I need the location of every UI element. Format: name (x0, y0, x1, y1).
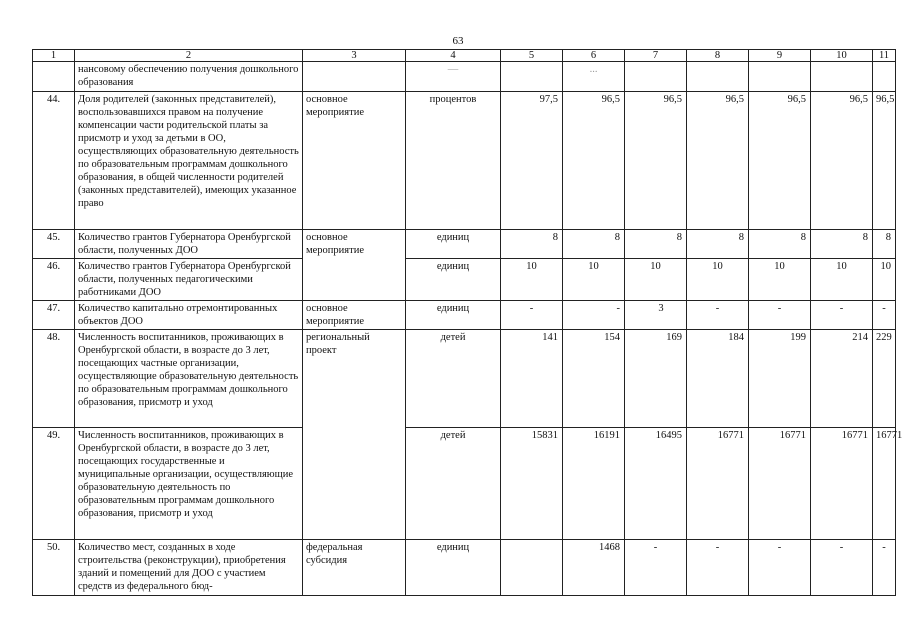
table-row (33, 301, 896, 330)
header-row (33, 50, 896, 62)
unit-cell: детей (406, 330, 501, 428)
table-row (33, 62, 896, 92)
indicators-table (32, 49, 903, 596)
value-cell: 16495 (625, 428, 687, 540)
header-cell: 6 (563, 50, 625, 62)
table-row (33, 428, 896, 540)
value-cell: - (563, 301, 625, 330)
event-type-cell: основное мероприятие (303, 92, 406, 230)
value-cell: 8 (687, 230, 749, 259)
table-row (33, 92, 896, 230)
indicator-name-cell: Количество мест, созданных в ходе строительства (реконструкции), приобретения зданий и помещений для ДОО с участием средств из федерального бюд- (75, 540, 303, 596)
value-cell: - (811, 540, 873, 596)
value-cell: 10 (811, 259, 873, 301)
value-cell: 8 (749, 230, 811, 259)
event-type-cell: основное мероприятие (303, 230, 406, 301)
header-cell: 11 (873, 50, 896, 62)
value-cell: 10 (873, 259, 896, 301)
unit-cell: единиц (406, 230, 501, 259)
value-cell: 1468 (563, 540, 625, 596)
event-type-cell: основное мероприятие (303, 301, 406, 330)
value-cell: 154 (563, 330, 625, 428)
value-cell (501, 62, 563, 92)
value-cell: - (749, 301, 811, 330)
table-row (33, 540, 896, 596)
header-cell: 2 (75, 50, 303, 62)
indicator-name-cell: Количество капитально отремонтированных объектов ДОО (75, 301, 303, 330)
value-cell: - (811, 301, 873, 330)
value-cell (811, 62, 873, 92)
value-cell: 16191 (563, 428, 625, 540)
table-row (33, 259, 896, 301)
value-cell: - (625, 540, 687, 596)
unit-cell: — (406, 62, 501, 92)
value-cell: 96,5 (563, 92, 625, 230)
value-cell: 16771 (873, 428, 896, 540)
value-cell: 10 (563, 259, 625, 301)
header-cell: 8 (687, 50, 749, 62)
value-cell: 8 (811, 230, 873, 259)
value-cell (501, 540, 563, 596)
table-row (33, 330, 896, 428)
indicator-name-cell: Численность воспитанников, проживающих в Оренбургской области, в возрасте до 3 лет, посещающих государственные и муниципальные организации, осуществляющие образовательную деятельность по образовательным программам дошкольного образования, присмотр и уход (75, 428, 303, 540)
value-cell: 15831 (501, 428, 563, 540)
value-cell: 16771 (687, 428, 749, 540)
event-type-cell (303, 62, 406, 92)
row-number-cell: 49. (33, 428, 75, 540)
value-cell: 214 (811, 330, 873, 428)
value-cell: 229 (873, 330, 896, 428)
header-cell: 9 (749, 50, 811, 62)
row-number-cell: 50. (33, 540, 75, 596)
indicator-name-cell: нансовому обеспечению получения дошкольного образования (75, 62, 303, 92)
value-cell: 10 (687, 259, 749, 301)
value-cell: 184 (687, 330, 749, 428)
indicator-name-cell: Количество грантов Губернатора Оренбургской области, полученных педагогическими работниками ДОО (75, 259, 303, 301)
value-cell: 8 (501, 230, 563, 259)
header-cell: 10 (811, 50, 873, 62)
row-number-cell: 44. (33, 92, 75, 230)
value-cell: 96,5 (749, 92, 811, 230)
unit-cell: единиц (406, 259, 501, 301)
value-cell: 10 (501, 259, 563, 301)
value-cell: 96,5 (687, 92, 749, 230)
value-cell: 97,5 (501, 92, 563, 230)
header-cell: 3 (303, 50, 406, 62)
value-cell: - (501, 301, 563, 330)
table-row (33, 230, 896, 259)
unit-cell: процентов (406, 92, 501, 230)
indicator-name-cell: Численность воспитанников, проживающих в Оренбургской области, в возрасте до 3 лет, посещающих частные организации, осуществляющие образовательную деятельность по образовательным программам дошкольного образования, присмотр и уход (75, 330, 303, 428)
value-cell: 169 (625, 330, 687, 428)
value-cell (687, 62, 749, 92)
value-cell: - (873, 540, 896, 596)
indicator-name-cell: Количество грантов Губернатора Оренбургской области, полученных ДОО (75, 230, 303, 259)
indicator-name-cell: Доля родителей (законных представителей), воспользовавшихся правом на получение компенсации части родительской платы за присмотр и уход за детьми в ОО, осуществляющих образовательную деятельность по образовательным программам дошкольного образования, в общей численности родителей (законных представителей), имеющих указанное право (75, 92, 303, 230)
value-cell: ... (563, 62, 625, 92)
event-type-cell: региональный проект (303, 330, 406, 540)
value-cell: 10 (625, 259, 687, 301)
value-cell: 141 (501, 330, 563, 428)
value-cell (749, 62, 811, 92)
unit-cell: детей (406, 428, 501, 540)
value-cell: 8 (563, 230, 625, 259)
value-cell: 8 (625, 230, 687, 259)
value-cell: 96,5 (873, 92, 896, 230)
value-cell: 16771 (811, 428, 873, 540)
value-cell (625, 62, 687, 92)
value-cell: 3 (625, 301, 687, 330)
row-number-cell: 45. (33, 230, 75, 259)
header-cell: 7 (625, 50, 687, 62)
value-cell: 16771 (749, 428, 811, 540)
page-number: 63 (452, 35, 464, 47)
header-cell: 5 (501, 50, 563, 62)
value-cell: 96,5 (625, 92, 687, 230)
value-cell: - (873, 301, 896, 330)
row-number-cell: 47. (33, 301, 75, 330)
row-number-cell (33, 62, 75, 92)
value-cell: 96,5 (811, 92, 873, 230)
unit-cell: единиц (406, 301, 501, 330)
header-cell: 4 (406, 50, 501, 62)
row-number-cell: 46. (33, 259, 75, 301)
value-cell: - (687, 301, 749, 330)
event-type-cell: федеральная субсидия (303, 540, 406, 596)
row-number-cell: 48. (33, 330, 75, 428)
value-cell (873, 62, 896, 92)
value-cell: - (749, 540, 811, 596)
value-cell: - (687, 540, 749, 596)
unit-cell: единиц (406, 540, 501, 596)
header-cell: 1 (33, 50, 75, 62)
value-cell: 199 (749, 330, 811, 428)
value-cell: 8 (873, 230, 896, 259)
value-cell: 10 (749, 259, 811, 301)
